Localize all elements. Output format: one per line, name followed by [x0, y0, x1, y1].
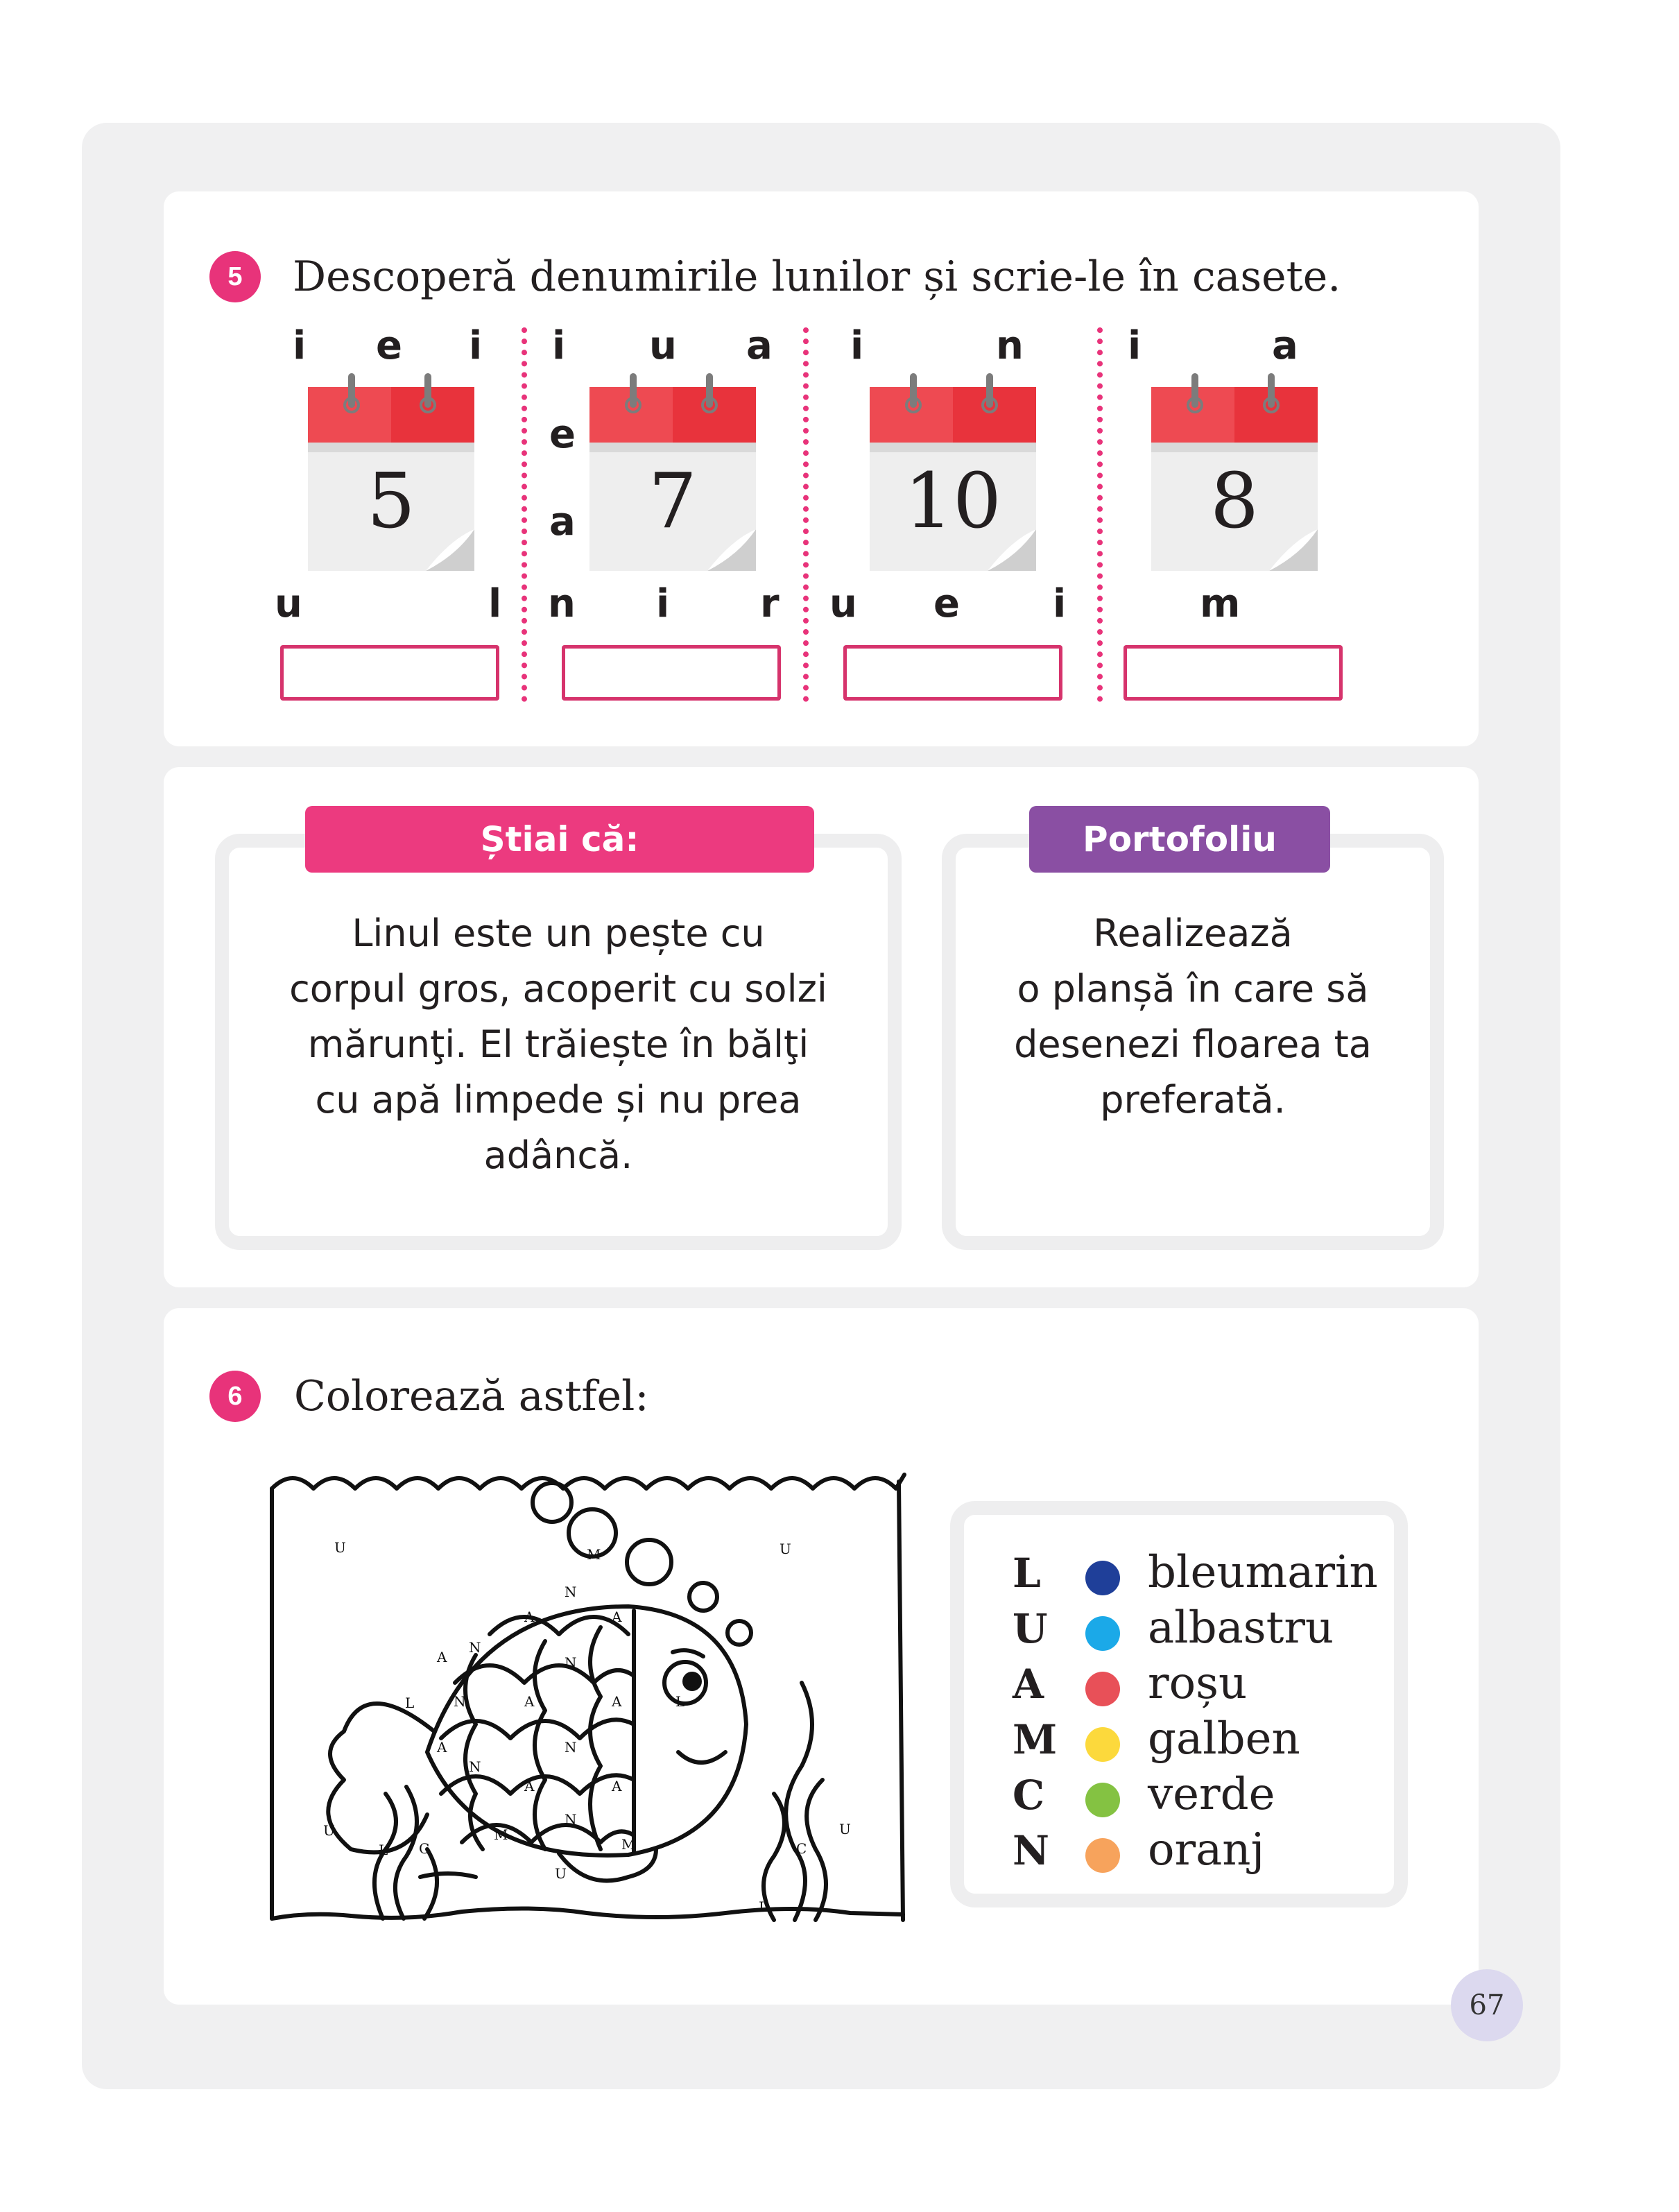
fish-label: N: [565, 1654, 577, 1671]
fish-label: A: [524, 1693, 535, 1710]
fish-label: U: [334, 1539, 346, 1556]
fish-label: U: [780, 1541, 791, 1557]
legend-color-dot: [1085, 1727, 1120, 1762]
scrambled-letter: e: [933, 581, 960, 626]
scrambled-letter: u: [829, 581, 857, 626]
fish-label: C: [796, 1840, 807, 1857]
fish-label: L: [379, 1842, 388, 1858]
fish-label: U: [555, 1865, 567, 1882]
fish-label: M: [621, 1836, 636, 1853]
exercise-6-instruction: Colorează astfel:: [294, 1372, 649, 1421]
scrambled-letter: i: [552, 323, 566, 368]
fish-label: A: [612, 1693, 622, 1710]
stiai-line: cu apă limpede și nu prea: [315, 1078, 802, 1122]
fish-label: U: [839, 1821, 851, 1837]
scrambled-letter: n: [996, 323, 1024, 368]
fish-label: N: [565, 1584, 577, 1600]
exercise-5-panel: [164, 191, 1479, 746]
scrambled-letter: i: [1128, 323, 1142, 368]
legend-color-name: bleumarin: [1148, 1547, 1378, 1598]
legend-code: M: [1013, 1716, 1058, 1763]
legend-color-dot: [1085, 1838, 1120, 1873]
scrambled-letter: m: [1200, 581, 1241, 626]
stiai-line: corpul gros, acoperit cu solzi: [289, 967, 827, 1011]
fish-label: M: [587, 1546, 601, 1563]
scrambled-letter: i: [1053, 581, 1067, 626]
scrambled-letter: u: [649, 323, 677, 368]
page-number: 67: [1451, 1969, 1523, 2041]
legend-row: [964, 1658, 1394, 1709]
scrambled-letter: r: [760, 581, 780, 626]
scrambled-letter: i: [293, 323, 307, 368]
scrambled-letter: l: [488, 581, 502, 626]
dotted-separator: [803, 327, 809, 702]
scrambled-letter: e: [376, 323, 402, 368]
answer-box[interactable]: [562, 645, 781, 701]
exercise-number-badge: 6: [209, 1371, 261, 1422]
fish-label: L: [759, 1898, 768, 1915]
legend-color-name: roșu: [1148, 1658, 1248, 1709]
scrambled-letter: a: [1272, 323, 1298, 368]
portofoliu-text: [956, 906, 1430, 1128]
legend-code: U: [1013, 1605, 1048, 1652]
stiai-line: adâncă.: [483, 1133, 633, 1177]
stiai-line: Linul este un pește cu: [352, 911, 765, 955]
fish-label: A: [524, 1609, 535, 1625]
fish-label: L: [405, 1695, 415, 1711]
portofoliu-line: desenezi floarea ta: [1014, 1022, 1372, 1066]
legend-row: [964, 1769, 1394, 1820]
legend-color-name: oranj: [1148, 1824, 1265, 1876]
fish-label: N: [565, 1811, 577, 1828]
legend-color-dot: [1085, 1561, 1120, 1595]
calendar-day: 10: [904, 456, 1001, 545]
portofoliu-line: o planșă în care să: [1017, 967, 1369, 1011]
fish-coloring-drawing: [268, 1461, 910, 1939]
legend-color-dot: [1085, 1783, 1120, 1817]
calendar-icon: [308, 373, 474, 574]
scrambled-letter: e: [549, 412, 576, 457]
stiai-text: [229, 906, 888, 1183]
legend-color-dot: [1085, 1672, 1120, 1706]
calendar-icon: [1151, 373, 1318, 574]
legend-color-name: albastru: [1148, 1602, 1334, 1654]
fish-label: C: [419, 1840, 430, 1857]
scrambled-letter: u: [275, 581, 302, 626]
scrambled-letter: i: [850, 323, 864, 368]
scrambled-letter: i: [469, 323, 483, 368]
exercise-number-badge: 5: [209, 251, 261, 302]
legend-row: [964, 1824, 1394, 1876]
legend-code: N: [1013, 1827, 1050, 1874]
legend-color-name: galben: [1148, 1713, 1300, 1765]
legend-row: [964, 1713, 1394, 1765]
stiai-title: Știai că:: [305, 806, 814, 873]
legend-code: L: [1013, 1550, 1041, 1597]
legend-code: C: [1013, 1772, 1045, 1819]
fish-label: L: [675, 1693, 685, 1710]
fish-label: A: [612, 1778, 622, 1794]
answer-box[interactable]: [280, 645, 499, 701]
fish-label: A: [437, 1649, 447, 1665]
portofoliu-line: Realizează: [1093, 911, 1293, 955]
fish-label: A: [612, 1609, 622, 1625]
legend-row: [964, 1547, 1394, 1598]
answer-box[interactable]: [843, 645, 1062, 701]
scrambled-letter: a: [746, 323, 773, 368]
dotted-separator: [1097, 327, 1103, 702]
fish-label: M: [494, 1826, 508, 1843]
fish-label: N: [469, 1758, 481, 1775]
legend-code: A: [1013, 1661, 1044, 1708]
calendar-day: 5: [367, 456, 415, 545]
fish-label: A: [437, 1739, 447, 1756]
calendar-day: 7: [648, 456, 697, 545]
legend-row: [964, 1602, 1394, 1654]
fish-label: A: [524, 1778, 535, 1794]
fish-label: N: [565, 1739, 577, 1756]
legend-color-dot: [1085, 1616, 1120, 1651]
scrambled-letter: n: [548, 581, 576, 626]
portofoliu-title: Portofoliu: [1029, 806, 1330, 873]
calendar-day: 8: [1210, 456, 1259, 545]
answer-box[interactable]: [1123, 645, 1343, 701]
fish-label: N: [454, 1693, 466, 1710]
scrambled-letter: a: [549, 499, 576, 545]
calendar-icon: [589, 373, 756, 574]
color-legend: [950, 1501, 1408, 1907]
fish-label: N: [469, 1639, 481, 1656]
fish-label: U: [323, 1822, 335, 1839]
legend-color-name: verde: [1148, 1769, 1275, 1820]
info-panel: [164, 767, 1479, 1287]
dotted-separator: [522, 327, 527, 702]
exercise-5-instruction: Descoperă denumirile lunilor și scrie-le în casete.: [293, 252, 1341, 301]
stiai-line: mărunţi. El trăiește în bălţi: [307, 1022, 809, 1066]
scrambled-letter: i: [656, 581, 670, 626]
calendar-icon: [870, 373, 1036, 574]
portofoliu-line: preferată.: [1100, 1078, 1286, 1122]
